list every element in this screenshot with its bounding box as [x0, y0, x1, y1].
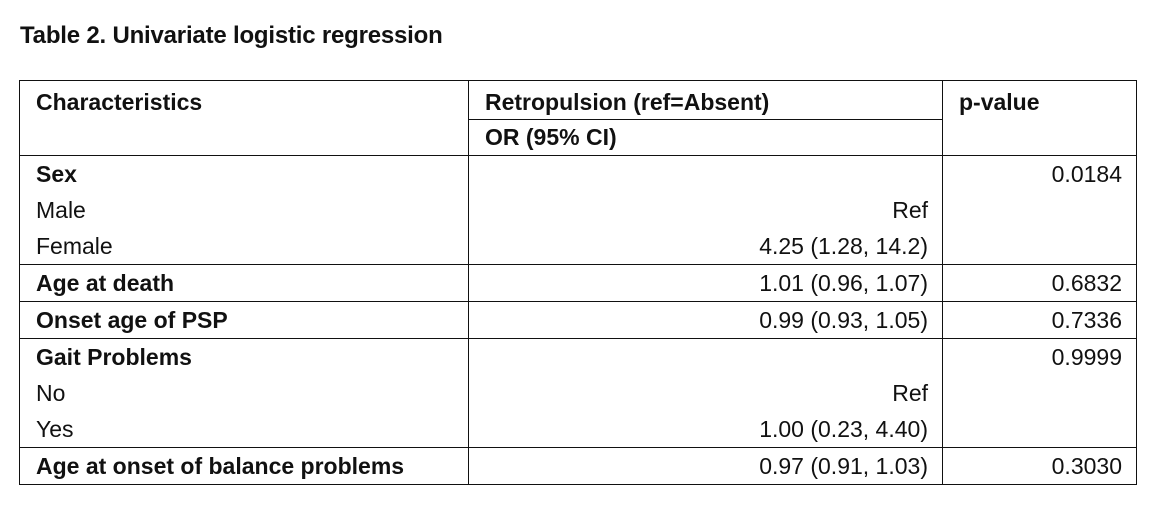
or-ci-female: 4.25 (1.28, 14.2) — [759, 233, 928, 259]
table-header-row — [20, 81, 1137, 156]
sub-label-no: No — [36, 380, 66, 406]
table-row-age-at-death — [20, 265, 1137, 302]
header-characteristics-cell — [20, 81, 469, 156]
p-value-cell — [943, 339, 1137, 448]
group-label-balance-onset: Age at onset of balance problems — [36, 453, 405, 479]
p-value-sex: 0.0184 — [1051, 161, 1122, 187]
or-ci-onset-age-psp: 0.99 (0.93, 1.05) — [759, 307, 928, 333]
characteristic-cell — [20, 265, 469, 302]
p-value-cell — [943, 265, 1137, 302]
regression-table — [19, 80, 1137, 485]
characteristic-cell — [20, 156, 469, 265]
p-value-onset-age-psp: 0.7336 — [1051, 307, 1122, 333]
p-value-age-at-death: 0.6832 — [1051, 270, 1122, 296]
table-row-balance-onset — [20, 448, 1137, 485]
header-divider — [469, 119, 942, 120]
sub-label-yes: Yes — [36, 416, 74, 442]
header-p-value-cell — [943, 81, 1137, 156]
p-value-cell — [943, 156, 1137, 265]
or-ci-cell — [469, 265, 943, 302]
or-ci-male: Ref — [892, 197, 928, 223]
header-or-ci: OR (95% CI) — [485, 124, 617, 150]
or-ci-no: Ref — [892, 380, 928, 406]
characteristic-cell — [20, 339, 469, 448]
group-label-onset-age-psp: Onset age of PSP — [36, 307, 228, 333]
table-row-gait-problems — [20, 339, 1137, 448]
header-characteristics: Characteristics — [36, 89, 203, 115]
characteristic-cell — [20, 448, 469, 485]
group-label-gait-problems: Gait Problems — [36, 344, 192, 370]
group-label-sex: Sex — [36, 161, 77, 187]
or-ci-cell — [469, 339, 943, 448]
or-ci-cell — [469, 302, 943, 339]
p-value-cell — [943, 448, 1137, 485]
sub-label-female: Female — [36, 233, 113, 259]
table-row-sex — [20, 156, 1137, 265]
table-row-onset-age-psp — [20, 302, 1137, 339]
or-ci-yes: 1.00 (0.23, 4.40) — [759, 416, 928, 442]
p-value-balance-onset: 0.3030 — [1051, 453, 1122, 479]
header-retropulsion: Retropulsion (ref=Absent) — [485, 89, 770, 115]
p-value-gait-problems: 0.9999 — [1051, 344, 1122, 370]
or-ci-cell — [469, 448, 943, 485]
header-p-value: p-value — [959, 89, 1040, 115]
or-ci-balance-onset: 0.97 (0.91, 1.03) — [759, 453, 928, 479]
group-label-age-at-death: Age at death — [36, 270, 175, 296]
sub-label-male: Male — [36, 197, 86, 223]
characteristic-cell — [20, 302, 469, 339]
header-retropulsion-cell — [469, 81, 943, 156]
p-value-cell — [943, 302, 1137, 339]
table-caption: Table 2. Univariate logistic regression — [20, 22, 443, 49]
or-ci-cell — [469, 156, 943, 265]
or-ci-age-at-death: 1.01 (0.96, 1.07) — [759, 270, 928, 296]
